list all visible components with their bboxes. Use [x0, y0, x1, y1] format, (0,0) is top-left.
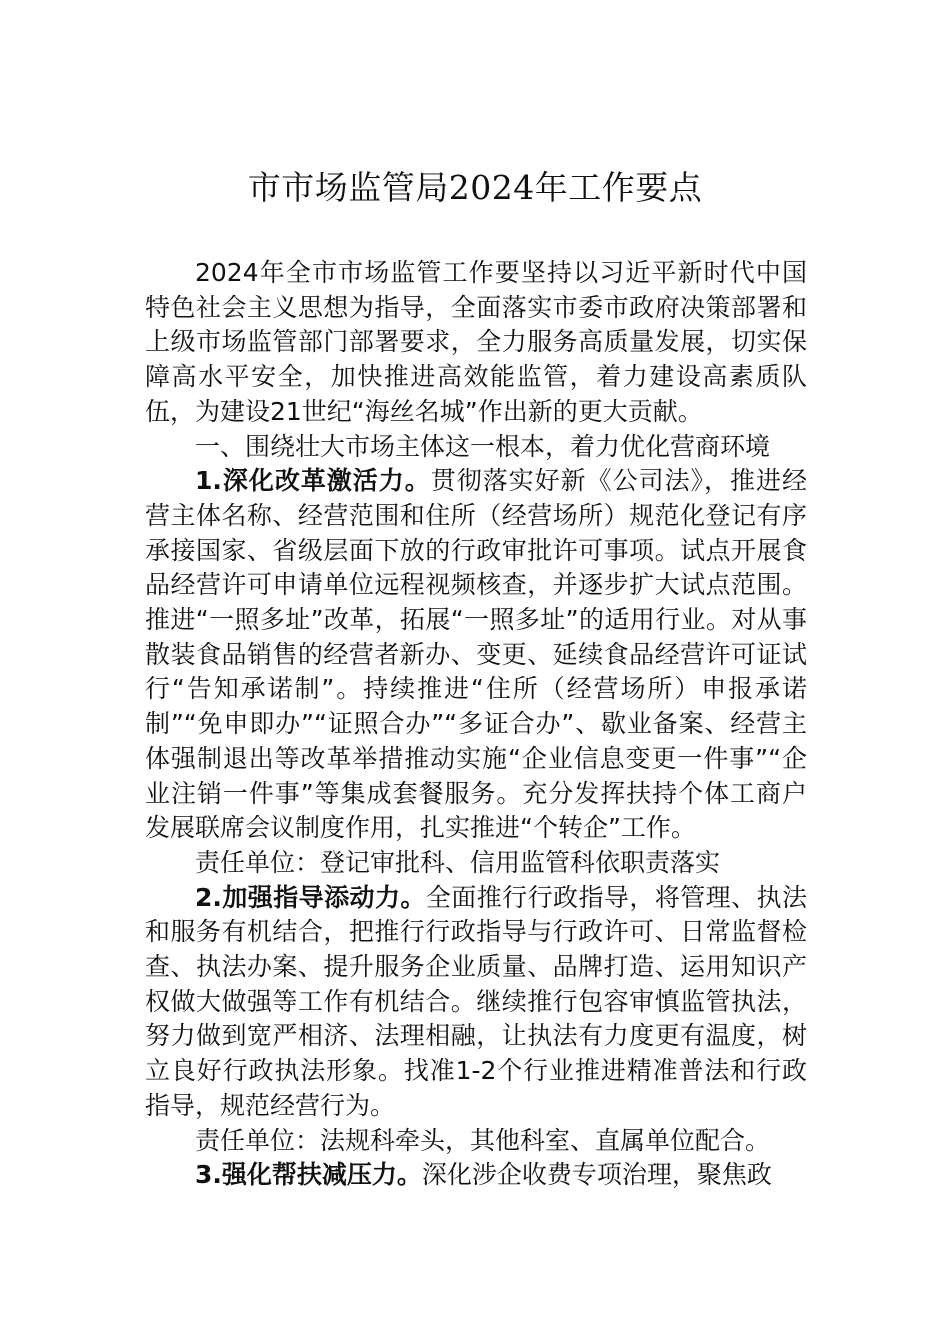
item-2-text: 全面推行行政指导，将管理、执法和服务有机结合，把推行行政指导与行政许可、日常监督检查、执法办案、提升服务企业质量、品牌打造、运用知识产权做大做强等工作有机结合。继续推行包容审慎监管执法，努力做到宽严相济、法理相融，让执法有力度更有温度，树立良好行政执法形象。找准1-2个行业推进精准普法和行政指导，规范经营行为。: [145, 882, 807, 1120]
item-3-paragraph: [145, 1158, 807, 1193]
section-1-heading: 一、围绕壮大市场主体这一根本，着力优化营商环境: [195, 431, 771, 461]
item-3-text: 深化涉企收费专项治理，聚焦政: [421, 1160, 772, 1190]
item-3-lead: 3.强化帮扶减压力。: [195, 1160, 422, 1190]
intro-paragraph: 2024年全市市场监管工作要坚持以习近平新时代中国特色社会主义思想为指导，全面落实市委市政府决策部署和上级市场监管部门部署要求，全力服务高质量发展，切实保障高水平安全，加快推进高效能监管，着力建设高素质队伍，为建设21世纪“海丝名城”作出新的更大贡献。: [145, 258, 807, 426]
item-1-text: 贯彻落实好新《公司法》，推进经营主体名称、经营范围和住所（经营场所）规范化登记有序承接国家、省级层面下放的行政审批许可事项。试点开展食品经营许可申请单位远程视频核查，并逐步扩大试点范围。推进“一照多址”改革，拓展“一照多址”的适用行业。对从事散装食品销售的经营者新办、变更、延续食品经营许可证试行“告知承诺制”。持续推进“住所（经营场所）申报承诺制”“免申即办”“证照合办”“多证合办”、歇业备案、经营主体强制退出等改革举措推动实施“企业信息变更一件事”“企业注销一件事”等集成套餐服务。充分发挥扶持个体工商户发展联席会议制度作用，扎实推进“个转企”工作。: [145, 466, 807, 843]
item-2-lead: 2.加强指导添动力。: [195, 882, 426, 912]
document-body: [145, 256, 807, 1193]
item-2-responsibility: 责任单位：法规科牵头，其他科室、直属单位配合。: [195, 1125, 771, 1155]
item-1-paragraph: [145, 464, 807, 846]
item-1-lead: 1.深化改革激活力。: [195, 466, 431, 496]
document-title: 市市场监管局2024年工作要点: [247, 168, 703, 207]
item-2-paragraph: [145, 881, 807, 1124]
item-1-responsibility: 责任单位：登记审批科、信用监管科依职责落实: [195, 847, 721, 877]
